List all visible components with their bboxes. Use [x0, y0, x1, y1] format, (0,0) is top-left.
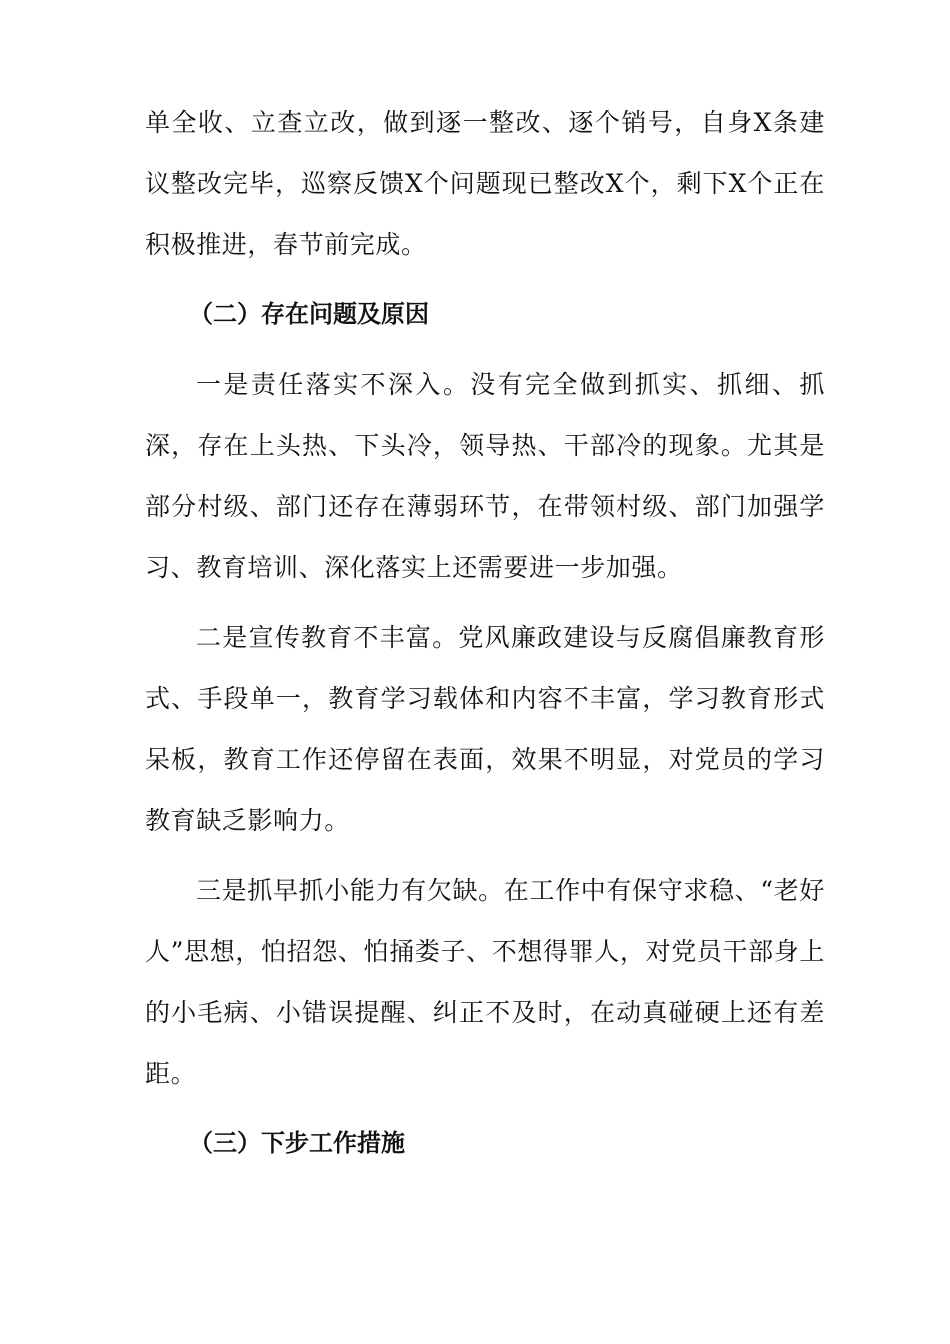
spacer	[145, 1104, 825, 1113]
paragraph-rectification-progress: 单全收、立查立改，做到逐一整改、逐个销号，自身X条建议整改完毕，巡察反馈X个问题现已整改X个，剩下X个正在积极推进，春节前完成。	[145, 108, 825, 259]
paragraph-early-small-ability: 三是抓早抓小能力有欠缺。在工作中有保守求稳、“老好人”思想，怕招怨、怕捅娄子、不想得罪人，对党员干部身上的小毛病、小错误提醒、纠正不及时，在动真碰硬上还有差距。	[145, 876, 825, 1088]
spacer	[145, 851, 825, 860]
document-body	[145, 92, 825, 1174]
spacer	[145, 598, 825, 607]
section-heading-next-steps: （三）下步工作措施	[189, 1129, 405, 1157]
spacer	[145, 345, 825, 354]
paragraph-publicity-education: 二是宣传教育不丰富。党风廉政建设与反腐倡廉教育形式、手段单一，教育学习载体和内容不丰富，学习教育形式呆板，教育工作还停留在表面，效果不明显，对党员的学习教育缺乏影响力。	[145, 623, 825, 835]
section-heading-problems-causes: （二）存在问题及原因	[189, 300, 429, 328]
paragraph-responsibility: 一是责任落实不深入。没有完全做到抓实、抓细、抓深，存在上头热、下头冷，领导热、干部冷的现象。尤其是部分村级、部门还存在薄弱环节，在带领村级、部门加强学习、教育培训、深化落实上还需要进一步加强。	[145, 370, 825, 582]
spacer	[145, 275, 825, 284]
